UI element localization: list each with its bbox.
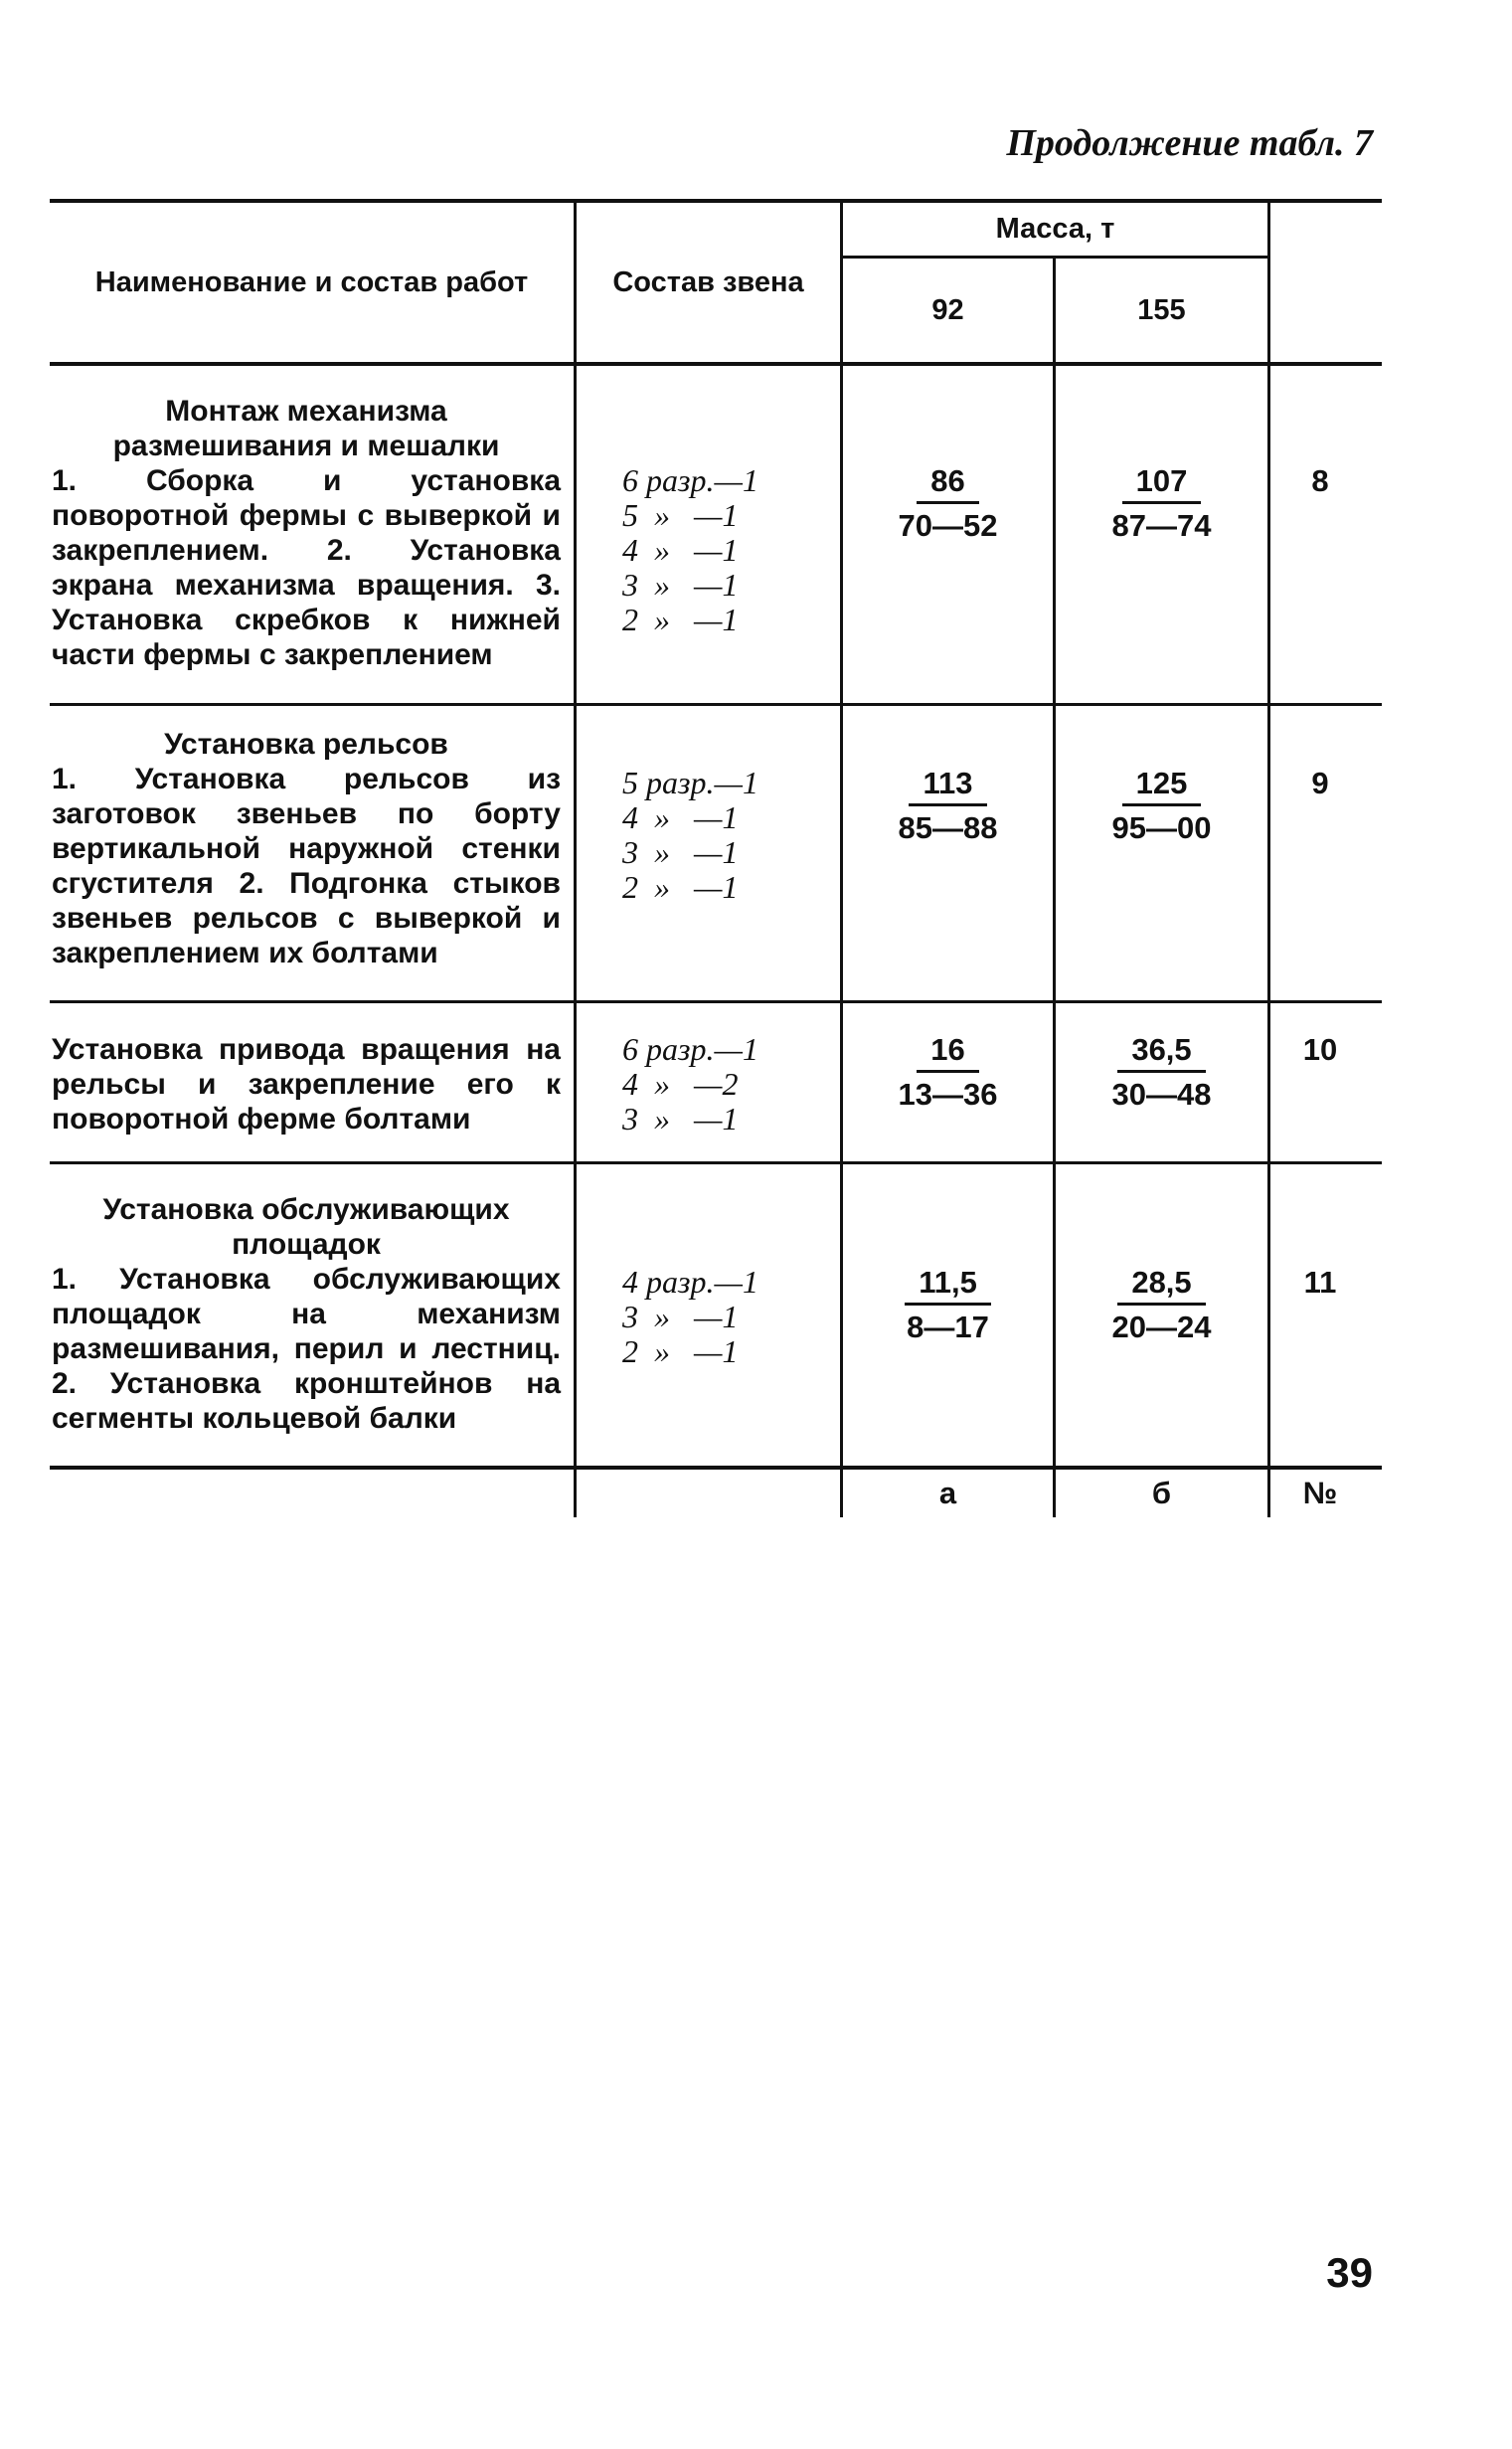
work-text: Установка привода вращения на рельсы и закрепление его к поворотной ферме болтами [52,1033,561,1136]
price-value: 20—24 [1111,1310,1212,1344]
work-title: Монтаж механизма размешивания и мешалки [112,395,500,462]
column-divider [574,199,577,1517]
work-description [52,394,561,672]
labor-value: 107 [1122,463,1202,504]
crew-list [622,1032,831,1137]
crew-line: 4 разр.—1 [622,1264,758,1300]
row-number: 8 [1311,463,1329,498]
crew-line: 3 » —1 [622,1101,739,1137]
mass-155-value [1056,766,1267,848]
row-number: 9 [1311,766,1329,800]
header-mass-group: Масса, т [995,213,1115,245]
crew-line: 6 разр.—1 [622,462,758,498]
mass-155-value [1056,1032,1267,1115]
crew-line: 3 » —1 [622,567,739,603]
work-text: 1. Установка рельсов из заготовок звеньев по борту вертикальной наружной стенки сгустителя 2. Подгонка стыков звеньев рельсов с выверкой и закреплением их болтами [52,763,561,969]
price-value: 87—74 [1111,508,1212,543]
header-mass-155: 155 [1137,293,1186,326]
crew-list [622,1265,831,1369]
table-continuation-caption: Продолжение табл. 7 [1006,122,1373,164]
mass-155-value [1056,463,1267,546]
price-value: 8—17 [907,1310,989,1344]
crew-list [622,766,831,905]
price-value: 30—48 [1111,1077,1212,1112]
crew-line: 5 » —1 [622,497,739,533]
mass-92-value [843,766,1053,848]
column-divider [1267,199,1270,1517]
crew-list [622,463,831,637]
labor-value: 113 [909,766,986,806]
column-number-sign: № [1302,1476,1338,1510]
crew-line: 6 разр.—1 [622,1031,758,1067]
crew-line: 4 » —1 [622,532,739,568]
mass-92-value [843,463,1053,546]
work-text: 1. Установка обслуживающих площадок на механизм размешивания, перил и лестниц. 2. Установка кронштейнов на сегменты кольцевой балки [52,1263,561,1435]
price-value: 70—52 [898,508,998,543]
crew-line: 4 » —1 [622,799,739,835]
crew-line: 2 » —1 [622,602,739,637]
labor-value: 11,5 [905,1265,991,1306]
crew-line: 3 » —1 [622,1299,739,1334]
row-number: 11 [1303,1265,1337,1300]
labor-value: 28,5 [1117,1265,1205,1306]
crew-line: 4 » —2 [622,1066,739,1102]
header-crew: Состав звена [612,265,804,298]
mass-155-value [1056,1265,1267,1347]
row-divider [50,703,1382,706]
work-title: Установка обслуживающих площадок [102,1193,510,1261]
column-letter-b: б [1151,1476,1172,1510]
crew-line: 3 » —1 [622,834,739,870]
labor-value: 86 [917,463,978,504]
labor-value: 16 [917,1032,978,1073]
price-value: 13—36 [898,1077,998,1112]
work-text: 1. Сборка и установка поворотной фермы с выверкой и закреплением. 2. Установка экрана механизма вращения. 3. Установка скребков к нижней части фермы с закреплением [52,464,561,671]
header-mass-92: 92 [931,293,964,326]
row-number: 10 [1302,1032,1338,1067]
crew-line: 5 разр.—1 [622,765,758,800]
work-title: Установка рельсов [164,728,448,761]
header-work-name: Наименование и состав работ [94,265,529,298]
work-description [52,727,561,970]
price-value: 95—00 [1111,810,1212,845]
mass-92-value [843,1265,1053,1347]
work-description [52,1192,561,1436]
crew-line: 2 » —1 [622,1333,739,1369]
crew-line: 2 » —1 [622,869,739,905]
header-bottom-rule [50,362,1382,366]
labor-value: 36,5 [1117,1032,1205,1073]
column-letter-a: а [938,1476,957,1510]
row-divider [50,1161,1382,1164]
table-bottom-rule [50,1466,1382,1470]
page-number: 39 [1326,2249,1373,2296]
price-value: 85—88 [898,810,998,845]
labor-value: 125 [1122,766,1202,806]
work-description [52,1032,561,1137]
row-divider [50,1000,1382,1003]
mass-92-value [843,1032,1053,1115]
